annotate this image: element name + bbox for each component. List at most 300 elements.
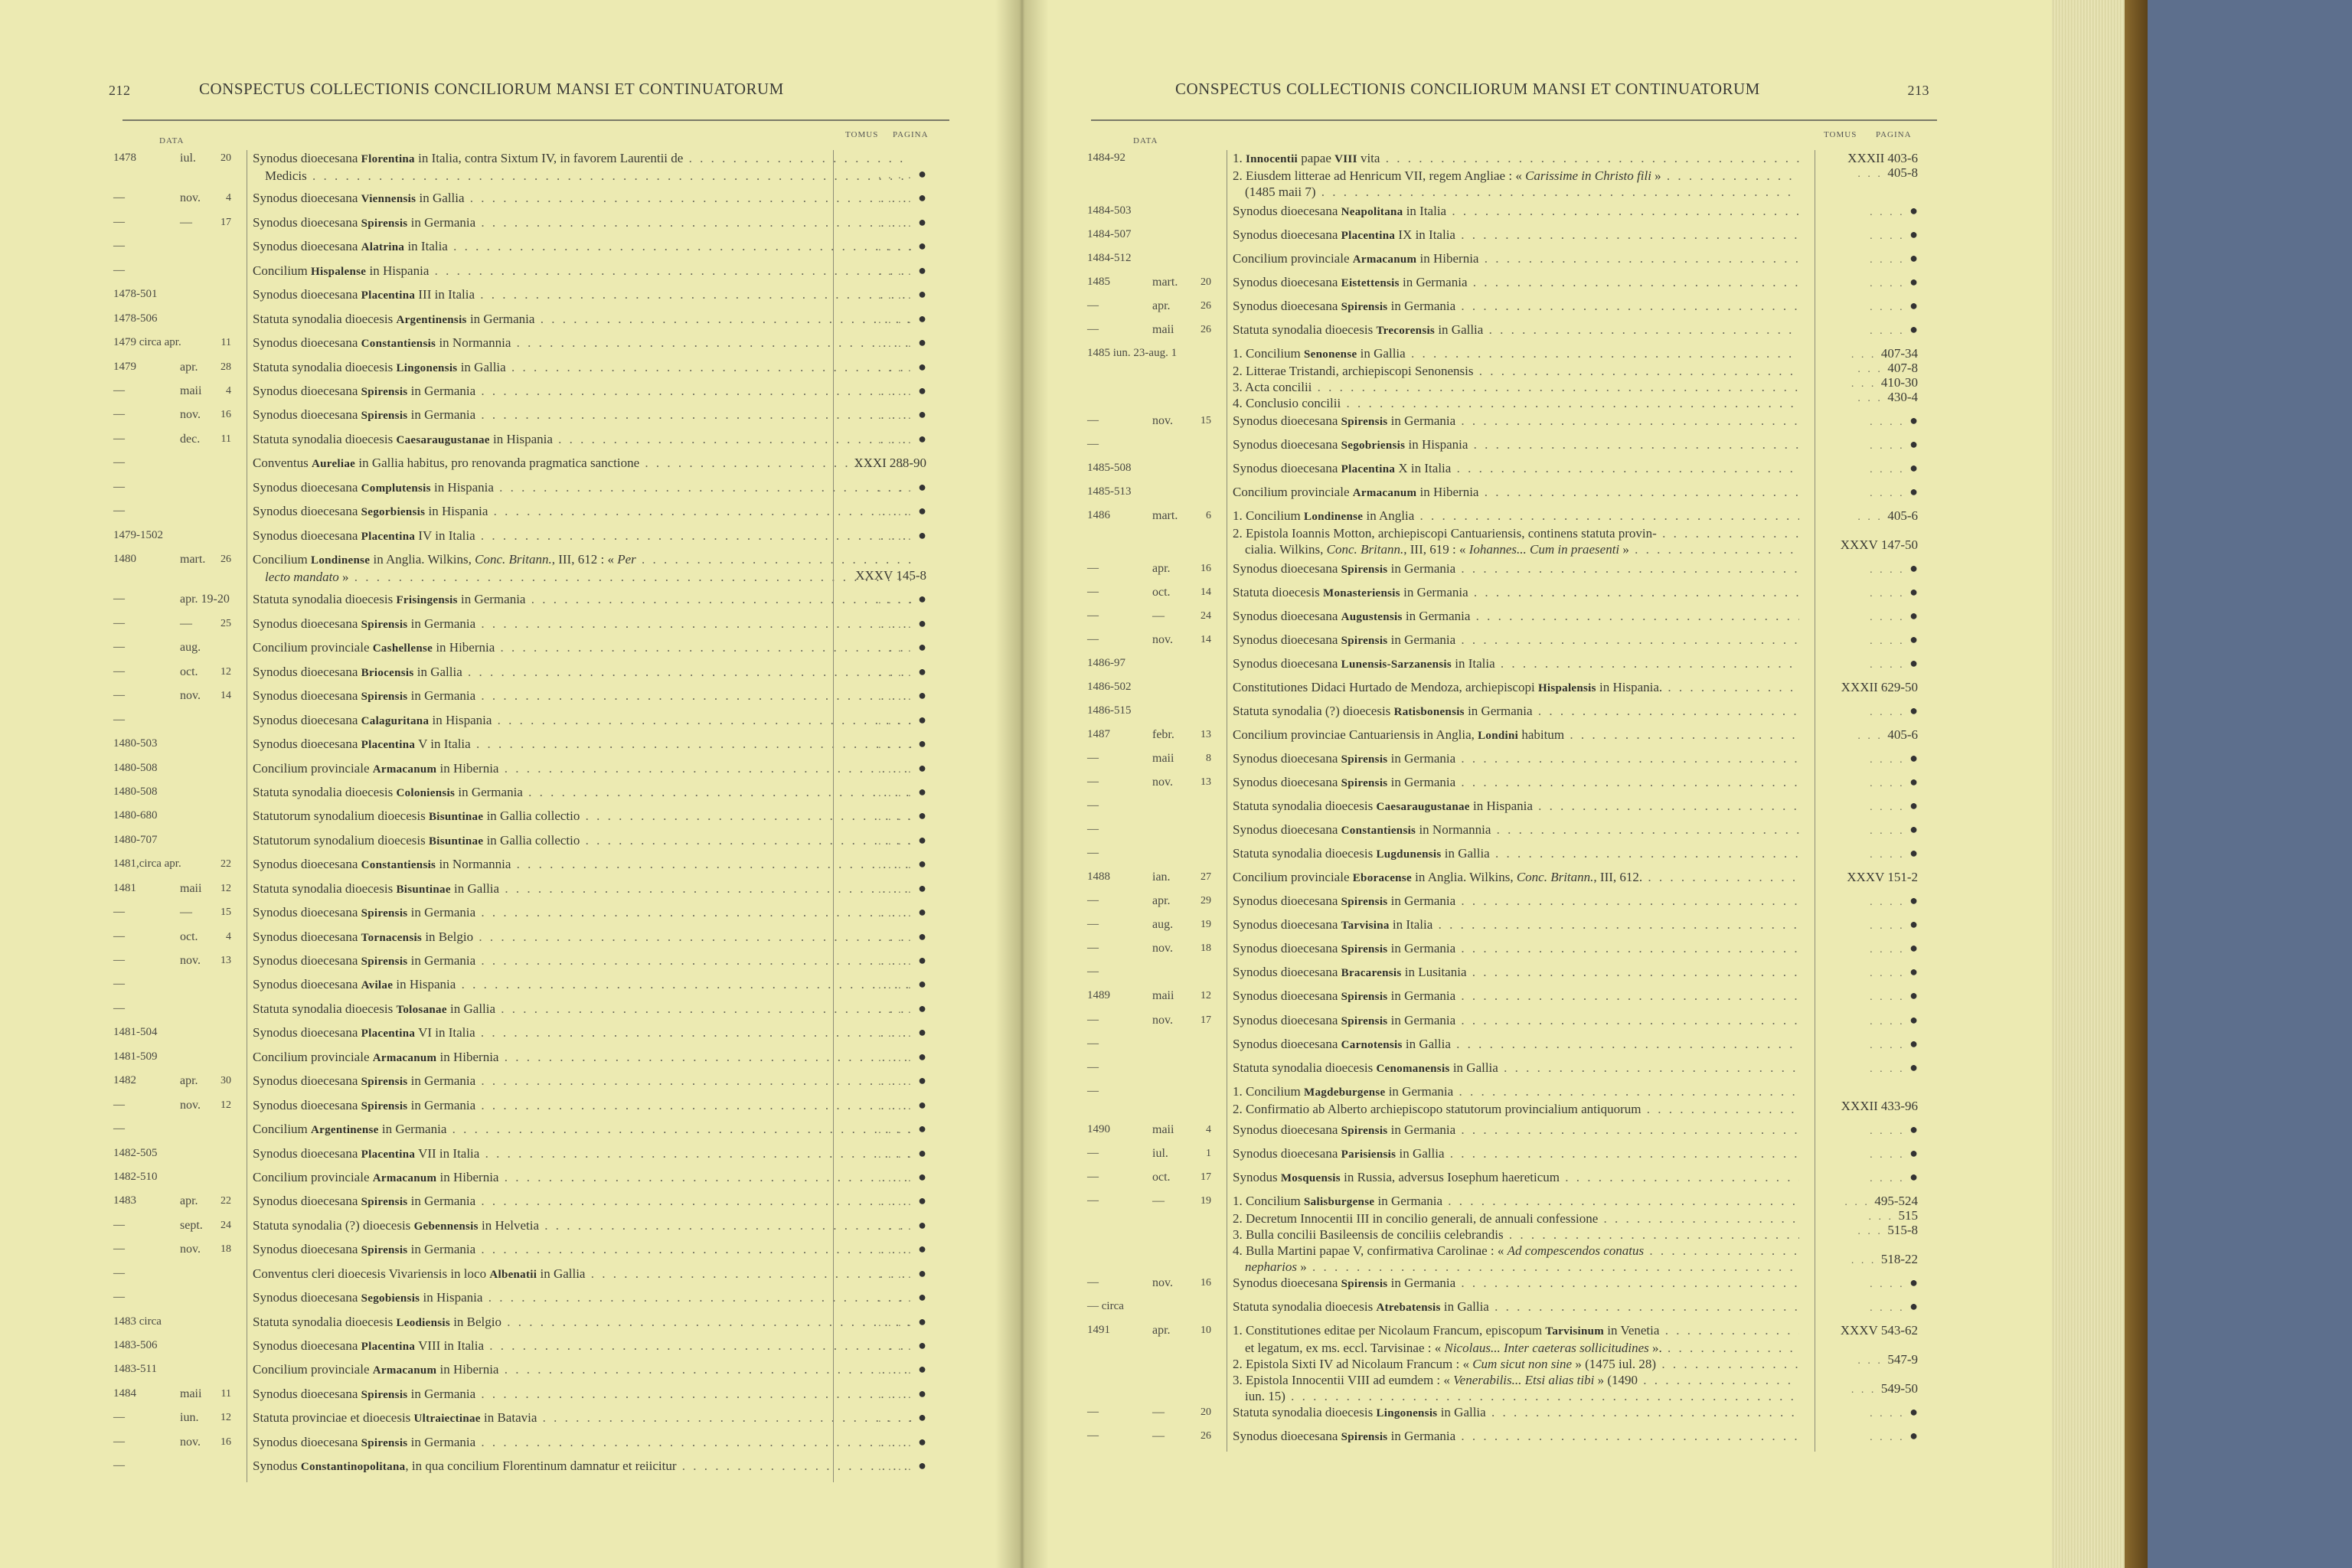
entry-description <box>253 551 911 585</box>
date-month: nov. <box>180 954 201 967</box>
table-row <box>100 1458 942 1481</box>
volume-page-ref <box>1818 655 1918 673</box>
date-year: 1482-505 <box>113 1146 158 1159</box>
date-day: 13 <box>220 955 231 966</box>
bullet-icon: ● <box>1909 484 1918 500</box>
entry-line: Synodus dioecesana Spirensis in Germania . . . <box>253 1193 911 1210</box>
tomus-value: XXXII <box>1841 1098 1878 1113</box>
entry-description <box>253 150 911 184</box>
pagina-value: 407-8 <box>1887 361 1918 376</box>
col-header-tomus: TOMUS <box>845 130 879 139</box>
table-row <box>1087 845 1929 869</box>
date-year: 1478-506 <box>113 312 158 325</box>
entry-line: 1. Innocentii papae VIII vita . . . <box>1233 150 1799 168</box>
bullet-icon: ● <box>918 856 926 872</box>
date-day: 18 <box>1200 942 1211 955</box>
bullet-icon: ● <box>1909 1011 1918 1027</box>
volume-page-ref <box>835 479 926 497</box>
date-day: 18 <box>220 1243 231 1256</box>
date-month: maii <box>1152 323 1174 337</box>
entry-description <box>1233 250 1799 268</box>
bullet-icon: ● <box>918 1458 926 1474</box>
right-page-header <box>1087 80 1929 103</box>
leader-dots: . . . . <box>1870 440 1910 452</box>
leader-dots: . . . <box>1857 1354 1888 1367</box>
entry-description <box>253 639 911 657</box>
date-day: 24 <box>1200 610 1211 622</box>
leader-dots: . . . . <box>878 1100 919 1112</box>
bullet-icon: ● <box>1909 798 1918 814</box>
bullet-icon: ● <box>918 952 926 968</box>
date-month: maii <box>180 384 202 397</box>
table-row <box>100 383 942 407</box>
date-day: 22 <box>220 1195 231 1207</box>
pagina-value: 495-524 <box>1874 1193 1918 1208</box>
entry-description <box>253 479 911 497</box>
entry-description <box>1233 1145 1799 1163</box>
entry-line: 2. Decretum Innocentii III in concilio generali, de annuali confessione . . . <box>1233 1210 1799 1227</box>
table-row <box>100 214 942 238</box>
table-row <box>100 1169 942 1193</box>
table-row <box>1087 1012 1929 1036</box>
leader-dots: . . . . <box>878 1462 919 1474</box>
leader-dots: . . . . <box>878 691 919 704</box>
table-row <box>100 1193 942 1217</box>
date-year: — <box>113 191 125 204</box>
entry-description <box>1233 484 1799 501</box>
entry-description <box>253 1049 911 1067</box>
leader-dots: . . . . <box>1870 1172 1910 1184</box>
volume-page-ref <box>1818 508 1918 525</box>
volume-page-ref <box>835 1386 926 1403</box>
volume-page-ref <box>835 760 926 778</box>
table-row <box>100 1434 942 1458</box>
date-year: — <box>113 1122 125 1135</box>
leader-dots: . . . . <box>878 217 919 230</box>
date-year: 1479-1502 <box>113 528 163 541</box>
volume-page-ref <box>835 808 926 825</box>
date-day: 14 <box>1200 586 1211 599</box>
date-year: — <box>113 665 125 678</box>
date-month: mart. <box>1152 509 1178 523</box>
leader-dots: . . . . <box>878 1076 919 1089</box>
volume-page-ref <box>1818 608 1918 626</box>
pagina-value: 151-2 <box>1887 870 1918 885</box>
bullet-icon: ● <box>918 1048 926 1064</box>
entry-line: Concilium provinciale Eboracense in Anglia. Wilkins, Conc. Britann., III, 612. . . . <box>1233 869 1799 887</box>
date-month: apr. <box>1152 1323 1171 1337</box>
entry-description <box>253 760 911 778</box>
bullet-icon: ● <box>918 976 926 992</box>
entry-description <box>253 1073 911 1090</box>
date-year: — <box>113 1411 125 1424</box>
entry-line: Statuta provinciae et dioecesis Ultraiectinae in Batavia . . . <box>253 1410 911 1427</box>
volume-page-ref <box>835 1361 926 1379</box>
table-row <box>100 1361 942 1385</box>
table-row <box>100 407 942 430</box>
bullet-icon: ● <box>1909 460 1918 476</box>
date-month: maii <box>1152 1122 1174 1136</box>
volume-page-ref <box>835 1314 926 1331</box>
bullet-icon: ● <box>1909 916 1918 933</box>
date-month: — <box>1152 1429 1165 1442</box>
date-year: — <box>1087 323 1099 336</box>
entry-description <box>1233 774 1799 792</box>
leader-dots: . . . . <box>878 1341 919 1353</box>
table-row <box>100 856 942 880</box>
date-year: 1479 <box>113 360 136 373</box>
bullet-icon: ● <box>918 527 926 543</box>
date-month: — <box>180 215 192 229</box>
date-year: — <box>1087 414 1099 427</box>
date-year: — <box>1087 1170 1099 1183</box>
table-row <box>1087 988 1929 1011</box>
table-body <box>100 150 942 1482</box>
date-year: 1483 <box>113 1194 136 1207</box>
date-month: — <box>1152 609 1165 623</box>
bullet-icon: ● <box>1909 964 1918 980</box>
leader-dots: . . . . <box>878 860 919 872</box>
table-row <box>100 150 942 190</box>
entry-description <box>1233 508 1799 557</box>
page-edges <box>2052 0 2136 1568</box>
pagina-value: 547-9 <box>1887 1351 1918 1367</box>
date-year: — <box>113 1001 125 1014</box>
left-page-header <box>100 80 942 103</box>
leader-dots: . . . . <box>878 715 919 727</box>
entry-description <box>253 431 911 449</box>
table-row <box>1087 940 1929 964</box>
volume-page-ref <box>1818 1060 1918 1077</box>
entry-line: Synodus dioecesana Placentina V in Italia . . . <box>253 736 911 753</box>
leader-dots: . . . . <box>878 763 919 776</box>
column-rule <box>833 150 834 1482</box>
bullet-icon: ● <box>918 1168 926 1184</box>
entry-line: Concilium Hispalense in Hispania . . . <box>253 263 911 280</box>
date-year: — <box>113 1243 125 1256</box>
table-row <box>1087 413 1929 436</box>
pagina-value: 405-6 <box>1887 508 1918 524</box>
date-year: — <box>113 1218 125 1231</box>
leader-dots: . . . <box>1857 1225 1888 1237</box>
leader-dots: . . . . <box>878 956 919 968</box>
entry-description <box>253 736 911 753</box>
date-month: oct. <box>180 929 198 943</box>
volume-page-ref <box>1818 1122 1918 1139</box>
leader-dots: . . . . <box>878 812 919 824</box>
bullet-icon: ● <box>918 1338 926 1353</box>
book-gutter <box>995 0 1049 1568</box>
date-day: 16 <box>1200 1276 1211 1289</box>
leader-dots: . . . . <box>878 1245 919 1257</box>
table-row <box>100 591 942 615</box>
entry-description <box>253 1314 911 1331</box>
entry-line: Synodus dioecesana Calaguritana in Hispania . . . <box>253 712 911 730</box>
entry-line: Synodus dioecesana Tarvisina in Italia . . . <box>1233 916 1799 934</box>
entry-line: Concilium provinciale Armacanum in Hibernia . . . <box>253 1361 911 1379</box>
entry-line: Synodus dioecesana Spirensis in Germania . . . <box>1233 413 1799 430</box>
bullet-icon: ● <box>1909 1427 1918 1443</box>
volume-page-ref <box>1818 964 1918 982</box>
date-year: — <box>1087 823 1099 836</box>
tomus-value: XXXV <box>1840 537 1878 553</box>
date-year: 1484-503 <box>1087 204 1132 217</box>
entry-description <box>253 1289 911 1307</box>
entry-description <box>253 1121 911 1138</box>
date-day: 19 <box>1200 919 1211 931</box>
date-month: apr. <box>180 360 198 374</box>
entry-line: Synodus dioecesana Lunensis-Sarzanensis in Italia . . . <box>1233 655 1799 673</box>
volume-page-ref <box>835 1338 926 1355</box>
entry-line: Synodus dioecesana Constantiensis in Normannia . . . <box>1233 822 1799 839</box>
bullet-icon: ● <box>918 639 926 655</box>
entry-description <box>1233 727 1799 744</box>
entry-description <box>253 455 911 472</box>
table-row <box>1087 345 1929 413</box>
leader-dots: . . . . <box>878 595 919 607</box>
entry-line: Concilium provinciale Armacanum in Hibernia . . . <box>1233 250 1799 268</box>
bullet-icon: ● <box>1909 774 1918 790</box>
date-year: — <box>113 505 125 518</box>
leader-dots: . . . . <box>1870 778 1910 790</box>
bullet-icon: ● <box>1909 584 1918 600</box>
leader-dots: . . . . <box>878 1220 919 1233</box>
leader-dots: . . . . <box>1870 588 1910 600</box>
table-row <box>100 784 942 808</box>
entry-description <box>253 335 911 352</box>
entry-description <box>253 238 911 256</box>
date-year: — <box>1087 918 1099 931</box>
table-row <box>1087 632 1929 655</box>
volume-page-ref <box>1818 1380 1918 1398</box>
bullet-icon: ● <box>1909 413 1918 429</box>
volume-page-ref <box>835 1217 926 1235</box>
bullet-icon: ● <box>918 407 926 423</box>
date-year: — <box>1087 1276 1099 1289</box>
date-day: 16 <box>1200 563 1211 575</box>
tomus-value: XXXII <box>1841 680 1878 695</box>
entry-description <box>1233 460 1799 478</box>
entry-description <box>1233 1083 1799 1117</box>
entry-description <box>253 1386 911 1403</box>
entry-description <box>253 1434 911 1452</box>
date-year: — <box>113 929 125 942</box>
leader-dots: . . . . <box>1870 991 1910 1004</box>
entry-line: Synodus dioecesana Viennensis in Gallia . . . <box>253 190 911 207</box>
table-row <box>100 1073 942 1096</box>
leader-dots: . . . . <box>878 1437 919 1449</box>
date-month: oct. <box>1152 1170 1171 1184</box>
entry-description <box>1233 345 1799 411</box>
col-header-data: DATA <box>159 136 185 145</box>
leader-dots: . . . . <box>878 1293 919 1305</box>
entry-description <box>253 1097 911 1115</box>
date-year: — <box>113 263 125 276</box>
entry-description <box>253 712 911 730</box>
date-month: ian. <box>1152 871 1171 884</box>
entry-line: Synodus Constantinopolitana, in qua concilium Florentinum damnatur et reiicitur . . . <box>253 1458 911 1475</box>
table-row <box>1087 798 1929 822</box>
leader-dots: . . . . <box>878 1125 919 1137</box>
leader-dots: . . . . <box>878 1052 919 1064</box>
entry-line: 1. Concilium Salisburgense in Germania . . . <box>1233 1193 1799 1210</box>
volume-page-ref <box>835 214 926 232</box>
volume-page-ref <box>1818 484 1918 501</box>
bullet-icon: ● <box>1909 1403 1918 1419</box>
entry-line: Synodus dioecesana Spirensis in Germania . . . <box>1233 298 1799 315</box>
date-year: — <box>113 713 125 726</box>
date-month: apr. <box>1152 562 1171 576</box>
volume-page-ref <box>1818 679 1918 695</box>
date-month: nov. <box>180 1243 201 1256</box>
date-day: 22 <box>220 858 231 871</box>
bullet-icon: ● <box>918 831 926 848</box>
date-year: 1483 circa <box>113 1315 162 1328</box>
conspectus-table <box>1087 130 1929 1452</box>
volume-page-ref <box>1818 1351 1918 1369</box>
date-year: — <box>113 240 125 253</box>
date-year: 1486 <box>1087 509 1110 522</box>
entry-description <box>253 1361 911 1379</box>
bullet-icon: ● <box>918 711 926 727</box>
table-row <box>100 1266 942 1289</box>
date-year: — <box>113 954 125 966</box>
bullet-icon: ● <box>918 1193 926 1209</box>
bullet-icon: ● <box>1909 750 1918 766</box>
entry-line: Synodus dioecesana Spirensis in Germania . . . <box>253 1434 911 1452</box>
date-year: — <box>1087 1194 1099 1207</box>
bullet-icon: ● <box>918 1121 926 1137</box>
pagina-value: 549-50 <box>1880 1380 1918 1396</box>
entry-line: Synodus dioecesana Placentina X in Italia . . . <box>1233 460 1799 478</box>
date-day: 11 <box>220 433 231 445</box>
leader-dots: . . . . <box>1870 1407 1910 1419</box>
table-row <box>100 190 942 214</box>
bullet-icon: ● <box>918 928 926 944</box>
date-day: 1 <box>1206 1147 1211 1159</box>
entry-description <box>1233 1169 1799 1187</box>
leader-dots: . . . . <box>878 290 919 302</box>
date-year: — <box>113 1435 125 1448</box>
volume-page-ref <box>835 1097 926 1115</box>
date-year: — <box>113 641 125 654</box>
date-day: 4 <box>226 192 231 204</box>
entry-line: Statuta synodalia dioecesis Cenomanensis in Gallia . . . <box>1233 1060 1799 1077</box>
table-row <box>1087 893 1929 916</box>
date-year: — <box>113 978 125 991</box>
date-month: aug. <box>1152 918 1174 932</box>
entry-description <box>1233 940 1799 958</box>
date-year: 1488 <box>1087 871 1110 884</box>
table-row <box>1087 1145 1929 1169</box>
volume-page-ref <box>835 832 926 850</box>
bullet-icon: ● <box>918 286 926 302</box>
leader-dots: . . . . <box>878 619 919 631</box>
entry-description <box>253 263 911 280</box>
table-row <box>100 712 942 736</box>
leader-dots: . . . . <box>1870 802 1910 814</box>
entry-line: Concilium provinciale Armacanum in Hibernia . . . <box>253 760 911 778</box>
entry-line: Statuta synodalia dioecesis Argentinensis in Germania . . . <box>253 311 911 328</box>
col-header-data: DATA <box>1133 136 1158 145</box>
table-header <box>100 130 942 150</box>
table-row <box>100 335 942 358</box>
entry-description <box>1233 560 1799 578</box>
entry-line: 1. Concilium Magdeburgense in Germania . . . <box>1233 1083 1799 1101</box>
leader-dots: . . . . <box>1870 897 1910 909</box>
date-month: apr. <box>180 1074 198 1088</box>
entry-line: Statuta dioecesis Monasteriensis in Germania . . . <box>1233 584 1799 602</box>
bullet-icon: ● <box>918 310 926 326</box>
leader-dots: . . . . <box>878 362 919 374</box>
date-year: 1480-680 <box>113 809 158 822</box>
tomus-value: XXXII <box>1847 151 1885 165</box>
entry-line: 2. Epistola Ioannis Motton, archiepiscopi Cantuariensis, continens statuta provin- . . . <box>1233 525 1799 541</box>
leader-dots: . . . . <box>1870 635 1910 648</box>
entry-line: Synodus dioecesana Spirensis in Germania . . . <box>1233 774 1799 792</box>
table-row <box>1087 484 1929 508</box>
pagina-value: 515-8 <box>1887 1222 1918 1237</box>
bullet-icon: ● <box>1909 322 1918 338</box>
page-number: 213 <box>1907 83 1929 98</box>
date-year: — <box>1087 1060 1099 1073</box>
date-month: apr. <box>180 1194 198 1208</box>
volume-page-ref <box>835 407 926 424</box>
entry-line: Synodus dioecesana Alatrina in Italia . . . <box>253 238 911 256</box>
date-month: iul. <box>180 152 196 165</box>
leader-dots: . . . . <box>878 980 919 992</box>
date-year: — <box>1087 1084 1099 1097</box>
date-year: 1491 <box>1087 1323 1110 1336</box>
date-month: apr. <box>1152 894 1171 908</box>
entry-description <box>253 976 911 994</box>
entry-line: Synodus dioecesana Spirensis in Germania . . . <box>1233 632 1799 649</box>
date-month: apr. 19-20 <box>180 593 230 606</box>
date-day: 12 <box>220 882 231 894</box>
entry-description <box>1233 203 1799 220</box>
table-row <box>100 551 942 591</box>
volume-page-ref <box>835 1193 926 1210</box>
entry-line: Statuta synodalia dioecesis Leodiensis in Belgio . . . <box>253 1314 911 1331</box>
entry-line: Synodus dioecesana Spirensis in Germania . . . <box>253 952 911 970</box>
volume-page-ref <box>835 1169 926 1187</box>
entry-description <box>1233 1275 1799 1292</box>
date-year: 1485 iun. 23-aug. 1 <box>1087 347 1178 360</box>
entry-line: lecto mandato » . . . <box>253 569 911 585</box>
entry-description <box>253 311 911 328</box>
date-year: 1487 <box>1087 728 1110 741</box>
date-day: 12 <box>220 665 231 678</box>
entry-line: Synodus dioecesana Spirensis in Germania . . . <box>253 214 911 232</box>
leader-dots: . . . . <box>1870 1302 1910 1314</box>
volume-page-ref <box>835 904 926 922</box>
table-row <box>1087 298 1929 322</box>
volume-page-ref <box>1818 460 1918 478</box>
volume-page-ref <box>835 1289 926 1307</box>
bullet-icon: ● <box>1909 203 1918 219</box>
pagina-value: 405-6 <box>1887 727 1918 743</box>
bullet-icon: ● <box>1909 822 1918 838</box>
date-day: 12 <box>220 1099 231 1111</box>
entry-line: Synodus dioecesana Spirensis in Germania . . . <box>1233 560 1799 578</box>
leader-dots: . . . . <box>1870 325 1910 338</box>
table-row <box>100 639 942 663</box>
entry-description <box>1233 822 1799 839</box>
tomus-value: XXXV <box>1847 870 1885 885</box>
table-row <box>100 1024 942 1048</box>
table-row <box>100 664 942 688</box>
leader-dots: . . . . <box>878 884 919 896</box>
